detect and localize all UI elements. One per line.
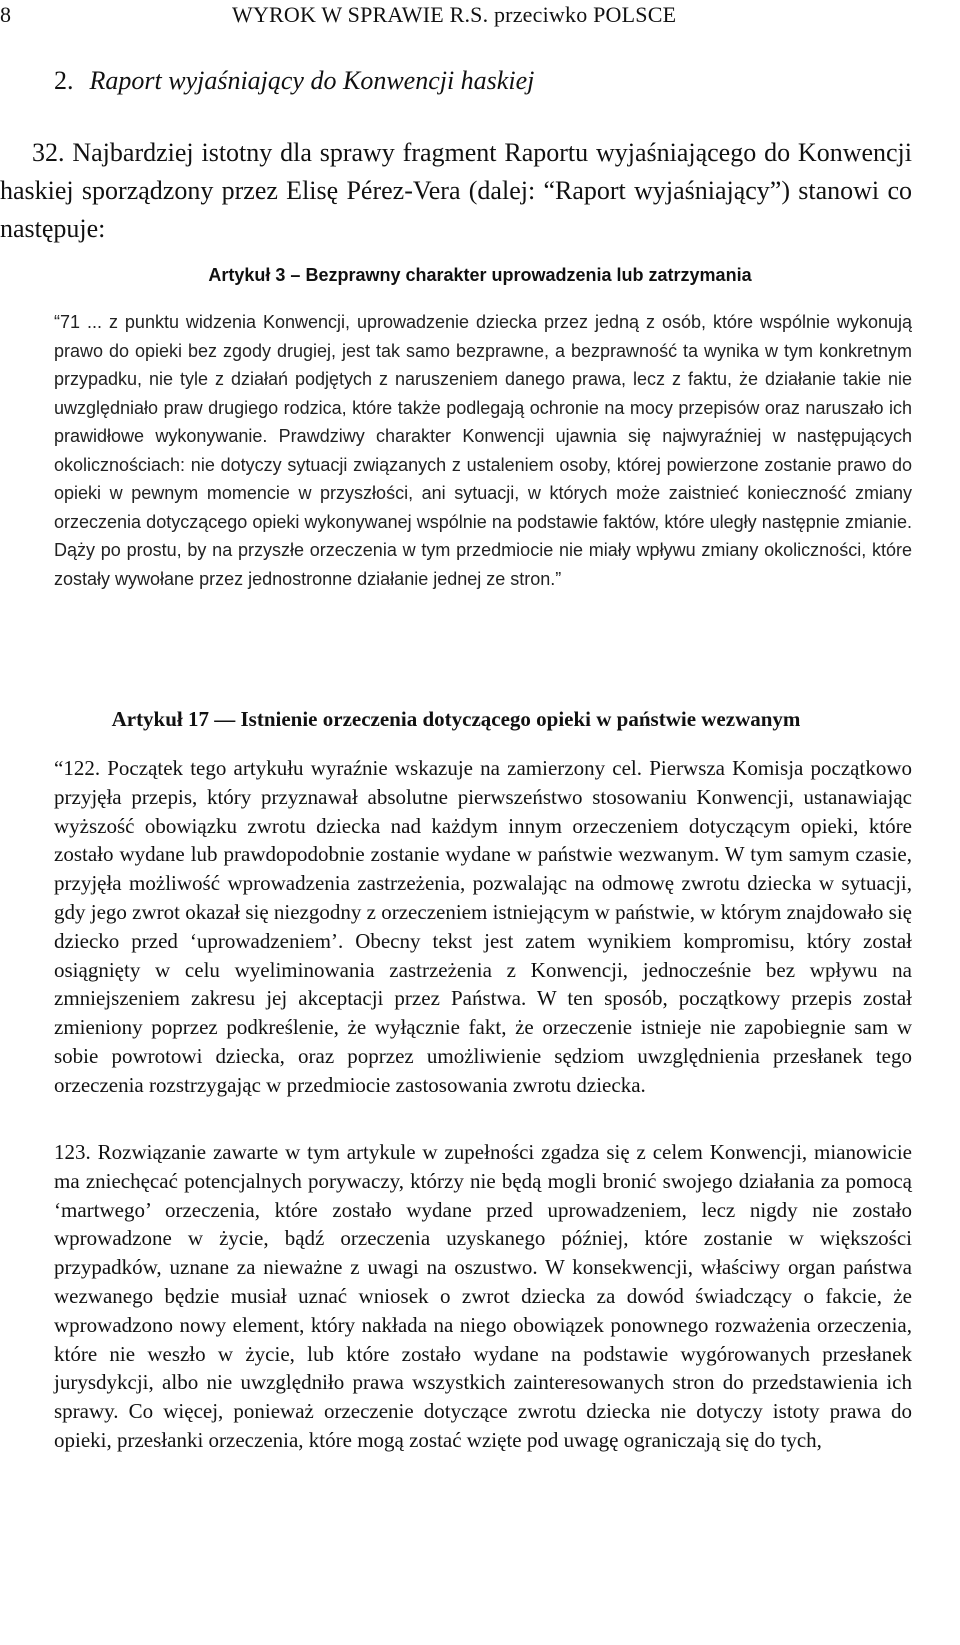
running-title: WYROK W SPRAWIE R.S. przeciwko POLSCE [232,2,677,27]
paragraph-122: “122. Początek tego artykułu wyraźnie wskazuje na zamierzony cel. Pierwsza Komisja początkowo przyjęła przepis, który przyznawał absolutne pierwszeństwo stosowaniu Konwencji, ustanawiając wyższość obowiązku zwrotu dziecka nad każdym innym orzeczeniem dotyczącym opieki, które zostało wydane lub prawdopodobnie zostanie wydane w państwie wezwanym. W tym samym czasie, przyjęła możliwość wprowadzenia zastrzeżenia, pozwalając na odmowę zwrotu dziecka w sytuacji, gdy jego zwrot okazał się niezgodny z orzeczeniem istniejącym w państwie, w którym znajdowało się dziecko przed ‘uprowadzeniem’. Obecny tekst jest zatem wynikiem kompromisu, który został osiągnięty w celu wyeliminowania zastrzeżenia z Konwencji, jednocześnie bez wpływu na zmniejszeniem zakresu jej akceptacji przez Państwa. W ten sposób, początkowy przepis został zmieniony poprzez podkreślenie, że wyłącznie fakt, że orzeczenie istnieje nie zapobiegnie sam w sobie powrotowi dziecka, oraz poprzez umożliwienie sędziom uwzględnienia przesłanek tego orzeczenia rozstrzygając w przedmiocie zastosowania zwrotu dziecka. [54,756,912,1097]
article-3-heading: Artykuł 3 – Bezprawny charakter uprowadzenia lub zatrzymania [208,265,752,285]
page-number: 8 [0,2,11,27]
article-3-quote: “71 ... z punktu widzenia Konwencji, uprowadzenie dziecka przez jedną z osób, które wspólnie wykonują prawo do opieki bez zgody drugiej, jest tak samo bezprawne, a bezprawność ta wynika w tym konkretnym przypadku, nie tyle z działań podjętych z naruszeniem danego prawa, lecz z faktu, że działanie takie nie uwzględniało praw drugiego rodzica, które także podlegają ochronie na mocy przepisów oraz naruszało ich prawidłowe wykonywanie. Prawdziwy charakter Konwencji ujawnia się najwyraźniej w następujących okolicznościach: nie dotyczy sytuacji związanych z ustaleniem osoby, której powierzone zostanie prawo do opieki w pewnym momencie w przyszłości, ani sytuacji, w których może zaistnieć konieczność zmiany orzeczenia dotyczącego opieki wykonywanej wspólnie na podstawie faktów, które uległy następnie zmianie. Dąży po prostu, by na przyszłe orzeczenia w tym przedmiocie nie miały wpływu zmiany okoliczności, które zostały wywołane przez jednostronne działanie jednej ze stron.” [54,312,912,589]
intro-text: Najbardziej istotny dla sprawy fragment Raportu wyjaśniającego do Konwencji haskiej sporządzony przez Elisę Pérez-Vera (dalej: “Raport wyjaśniający”) stanowi co następuje: [0,138,913,243]
paragraph-number: 32. [32,138,65,167]
article-17-heading: Artykuł 17 — Istnienie orzeczenia dotyczącego opieki w państwie wezwanym [111,707,801,731]
intro-paragraph [0,134,912,248]
section-title: Raport wyjaśniający do Konwencji haskiej [89,66,535,95]
section-heading [54,66,534,96]
paragraph-123: 123. Rozwiązanie zawarte w tym artykule w zupełności zgadza się z celem Konwencji, mianowicie ma zniechęcać potencjalnych porywaczy, którzy nie będą mogli bronić swojego działania za pomocą ‘martwego’ orzeczenia, które zostało wydane przed uprowadzeniem, lecz nigdy nie zostało wprowadzone w życie, bądź orzeczenia uzyskanego później, które zostanie w większości przypadków, uznane za nieważne z uwagi na oszustwo. W konsekwencji, właściwy organ państwa wezwanego będzie musiał uznać wniosek o zwrot dziecka za dowód świadczący o fakcie, że wprowadzono nowy element, który nakłada na niego obowiązek ponownego rozważenia orzeczenia, które nie weszło w życie, lub które zostało wydane na podstawie wygórowanych przesłanek jurysdykcji, albo nie uwzględniło prawa wszystkich zainteresowanych stron do przedstawienia ich sprawy. Co więcej, ponieważ orzeczenie dotyczące zwrotu dziecka nie dotyczy istoty prawa do opieki, przesłanki orzeczenia, które mogą zostać wzięte pod uwagę ograniczają się do tych, [54,1140,912,1452]
section-number: 2. [54,66,74,95]
